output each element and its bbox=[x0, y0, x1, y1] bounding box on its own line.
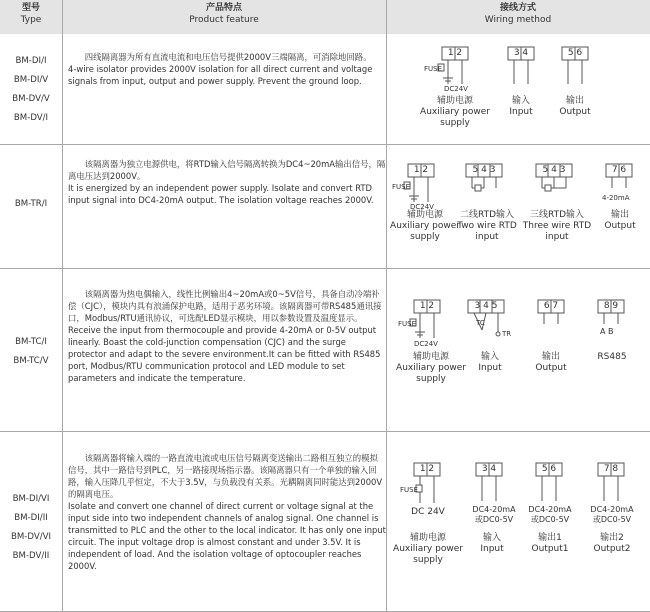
fuse-label: FUSE bbox=[400, 486, 419, 494]
terminal-label: 6 7 bbox=[543, 301, 559, 311]
input-range-label: DC4-20mA 或DC0-5V bbox=[472, 505, 516, 524]
fuse-label: FUSE bbox=[424, 65, 443, 73]
tc-label: TC bbox=[476, 319, 485, 327]
row3-wiring bbox=[392, 268, 650, 431]
input-label: 输入 Input bbox=[480, 533, 504, 554]
row4-feature: 该隔离器将输入端的一路直流电流或电压信号隔离变送输出二路相互独立的模拟信号，其中一路信号到PLC，另一路接现场指示器。该隔离器只有一个单独的输入回路，输入压降几乎恒定，不大于3.5V，与负载没有关系。光耦隔离同时能达到2000V的隔离电压。 Isolate and convert one channel of direct current or voltage signal at the input side into two independent channels of analog signal. One channel is transmitted to PLC and the other to the local indicator. It has only one input circuit. The input voltage drop is almost constant and under 3.5V. It is independent of load. And the isolation voltage of optocoupler reaches 2000V. bbox=[68, 453, 386, 571]
fuse-label: FUSE bbox=[392, 183, 411, 191]
row3-wiring-diagram bbox=[392, 268, 650, 431]
column-divider bbox=[386, 0, 387, 612]
rtd-sensor-icon bbox=[475, 185, 481, 191]
row1-models: BM-DI/I BM-DI/V BM-DV/V BM-DV/I bbox=[12, 56, 50, 123]
terminal-label: 5 4 3 bbox=[542, 165, 566, 175]
row4-wiring bbox=[392, 431, 650, 611]
terminal-label: 3 4 bbox=[481, 464, 497, 474]
three-wire-label: 三线RTD输入 Three wire RTD input bbox=[522, 210, 592, 242]
dc-label: DC24V bbox=[444, 85, 468, 93]
row2-models: BM-TR/I bbox=[14, 199, 48, 209]
tr-label: TR bbox=[502, 330, 512, 338]
terminal-label: 5 4 3 bbox=[472, 165, 496, 175]
aux-power-label: 辅助电源 Auxiliary power supply bbox=[396, 352, 466, 384]
dc-label: DC 24V bbox=[411, 507, 445, 517]
aux-power-label: 辅助电源 Auxiliary power supply bbox=[393, 533, 463, 565]
output-label: 输出 Output bbox=[604, 210, 636, 231]
terminal-label: 5 6 bbox=[541, 464, 557, 474]
terminal-label: 1 2 bbox=[413, 165, 429, 175]
ab-label: A B bbox=[600, 327, 614, 336]
terminal-label: 1 2 bbox=[447, 48, 463, 58]
row1-wiring bbox=[392, 34, 650, 144]
terminal-label: 1 2 bbox=[419, 464, 435, 474]
header-feature: 产品特点 Product feature bbox=[189, 3, 259, 25]
output1-label: 输出1 Output1 bbox=[531, 533, 569, 554]
dc-label: DC24V bbox=[414, 340, 438, 348]
row4-models: BM-DI/VI BM-DI/II BM-DV/VI BM-DV/II bbox=[10, 494, 52, 561]
output1-range-label: DC4-20mA 或DC0-5V bbox=[528, 505, 572, 524]
row2-feature: 该隔离器为独立电源供电，将RTD输入信号隔离转换为DC4~20mA输出信号，隔离电压达到2000V。 It is energized by an independent power supply. Isolate and convert RTD input signal into DC4-20mA output. The isolation voltage reaches 2000V. bbox=[68, 159, 386, 205]
rtd-sensor-icon bbox=[545, 185, 551, 191]
terminal-label: 5 6 bbox=[567, 48, 583, 58]
terminal-label: 8 9 bbox=[603, 301, 619, 311]
aux-power-label: 辅助电源 Auxiliary power supply bbox=[420, 96, 490, 128]
terminal-label: 3 4 5 bbox=[474, 301, 498, 311]
terminal-label: 3 4 bbox=[513, 48, 529, 58]
input-label: 输入 Input bbox=[509, 96, 533, 117]
rs485-label: RS485 bbox=[597, 352, 627, 362]
output-label: 输出 Output bbox=[559, 96, 591, 117]
output-label: 输出 Output bbox=[535, 352, 567, 373]
input-label: 输入 Input bbox=[478, 352, 502, 373]
row1-feature: 四线隔离器为所有直流电流和电压信号提供2000V三端隔离，可消除地回路。 4-wire isolator provides 2000V isolation for all direct current and voltage signals from input, output and power supply. Prevent the ground loop. bbox=[68, 52, 373, 86]
terminal-label: 1 2 bbox=[419, 301, 435, 311]
output2-range-label: DC4-20mA 或DC0-5V bbox=[590, 505, 634, 524]
terminal-label: 7 6 bbox=[611, 165, 627, 175]
output2-label: 输出2 Output2 bbox=[593, 533, 631, 554]
header-wiring: 接线方式 Wiring method bbox=[484, 3, 552, 25]
column-divider bbox=[62, 0, 63, 612]
output-range-label: 4-20mA bbox=[602, 194, 630, 202]
row3-models: BM-TC/I BM-TC/V bbox=[13, 337, 49, 366]
header-model: 型号 Type bbox=[20, 3, 42, 25]
two-wire-label: 二线RTD输入 Two wire RTD input bbox=[457, 210, 517, 242]
cold-junction-icon bbox=[496, 332, 500, 336]
terminal-label: 7 8 bbox=[603, 464, 619, 474]
dc-label: DC24V bbox=[410, 203, 434, 211]
fuse-label: FUSE bbox=[398, 320, 417, 328]
table-header bbox=[0, 0, 650, 34]
row3-feature: 该隔离器为热电偶输入，线性比例输出4~20mA或0~5V信号，具备自动冷端补偿（CJC），模块内具有浪涌保护电路，适用于恶劣环境。该隔离器可带RS485通讯接口，Modbus/RTU通讯协议，可选配LED显示模块，用以参数设置及温度显示。 Receive the input from thermocouple and provide 4-20mA or 0-5V output linearly. Boast the cold-junction compensation (CJC) and the surge protector and adapt to the severe environment.It can be fitted with RS485 port, Modbus/RTU communication protocol and LED module to set parameters and indicate the temperature. bbox=[68, 289, 382, 383]
row2-wiring bbox=[392, 144, 650, 268]
aux-power-label: 辅助电源 Auxiliary power supply bbox=[390, 210, 460, 242]
